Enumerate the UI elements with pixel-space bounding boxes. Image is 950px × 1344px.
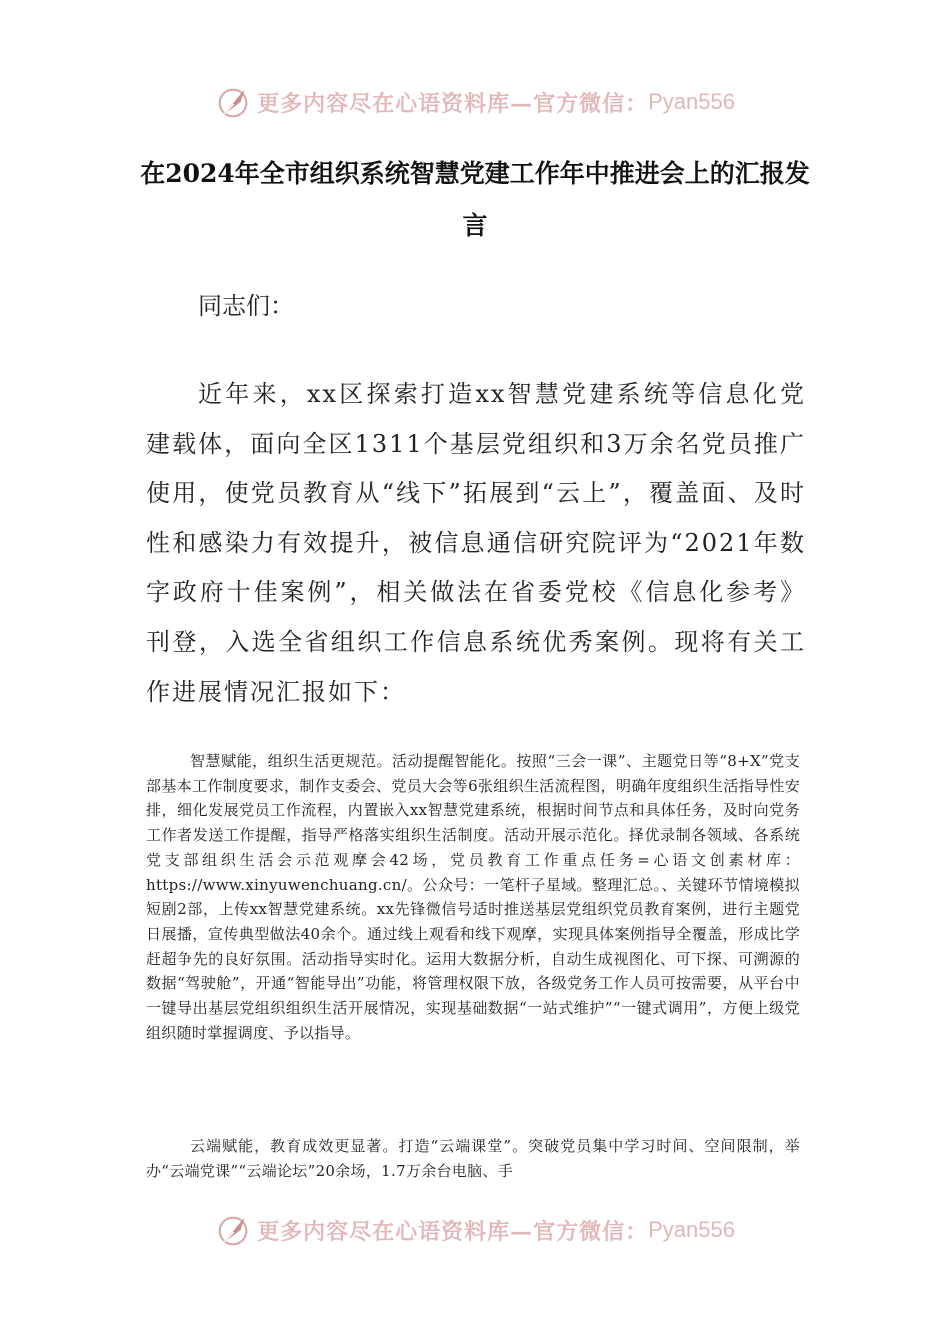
banner-text: 更多内容尽在心语资料库—官方微信： <box>257 90 649 117</box>
section-cloud-empowerment: 云端赋能，教育成效更显著。打造“云端课堂”。突破党员集中学习时间、空间限制，举办“云端党课”“云端论坛”20余场，1.7万余台电脑、手 <box>146 1137 800 1180</box>
salutation: 同志们： <box>198 292 294 320</box>
intro-paragraph: 近年来，xx区探索打造xx智慧党建系统等信息化党建载体，面向全区1311个基层党组织和3万余名党员推广使用，使党员教育从“线下”拓展到“云上”，覆盖面、及时性和感染力有效提升，被信息通信研究院评为“2021年数字政府十佳案例”，相关做法在省委党校《信息化参考》刊登，入选全省组织工作信息系统优秀案例。现将有关工作进展情况汇报如下： <box>146 380 806 706</box>
section-smart-empowerment: 智慧赋能，组织生活更规范。活动提醒智能化。按照“三会一课”、主题党日等“8+X”党支部基本工作制度要求，制作支委会、党员大会等6张组织生活流程图，明确年度组织生活指导性安排，细化发展党员工作流程，内置嵌入xx智慧党建系统，根据时间节点和具体任务，及时向党务工作者发送工作提醒，指导严格落实组织生活制度。活动开展示范化。择优录制各领域、各系统党支部组织生活会示范观摩会42场，党员教育工作重点任务=心语文创素材库：https://www.xinyuwenchuang.cn/。公众号：一笔杆子星域。整理汇总。、关键环节情境模拟短剧2部，上传xx智慧党建系统。xx先锋微信号适时推送基层党组织党员教育案例，进行主题党日展播，宣传典型做法40余个。通过线上观看和线下观摩，实现具体案例指导全覆盖，形成比学赶超争先的良好氛围。活动指导实时化。运用大数据分析，自动生成视图化、可下探、可溯源的数据“驾驶舱”，开通“智能导出”功能，将管理权限下放，各级党务工作人员可按需要，从平台中一键导出基层党组织组织生活开展情况，实现基础数据“一站式维护”“一键式调用”，方便上级党组织随时掌握调度、予以指导。 <box>146 752 800 1042</box>
banner-wechat-id: Pyan556 <box>648 1217 735 1242</box>
banner-wechat-id: Pyan556 <box>648 89 735 114</box>
document-title: 在2024年全市组织系统智慧党建工作年中推进会上的汇报发言 <box>140 159 810 240</box>
banner-text: 更多内容尽在心语资料库—官方微信： <box>257 1218 649 1245</box>
quill-logo-icon <box>215 1211 253 1249</box>
quill-logo-icon <box>215 83 253 121</box>
footer-watermark-banner <box>0 1210 950 1250</box>
header-watermark-banner <box>0 82 950 122</box>
